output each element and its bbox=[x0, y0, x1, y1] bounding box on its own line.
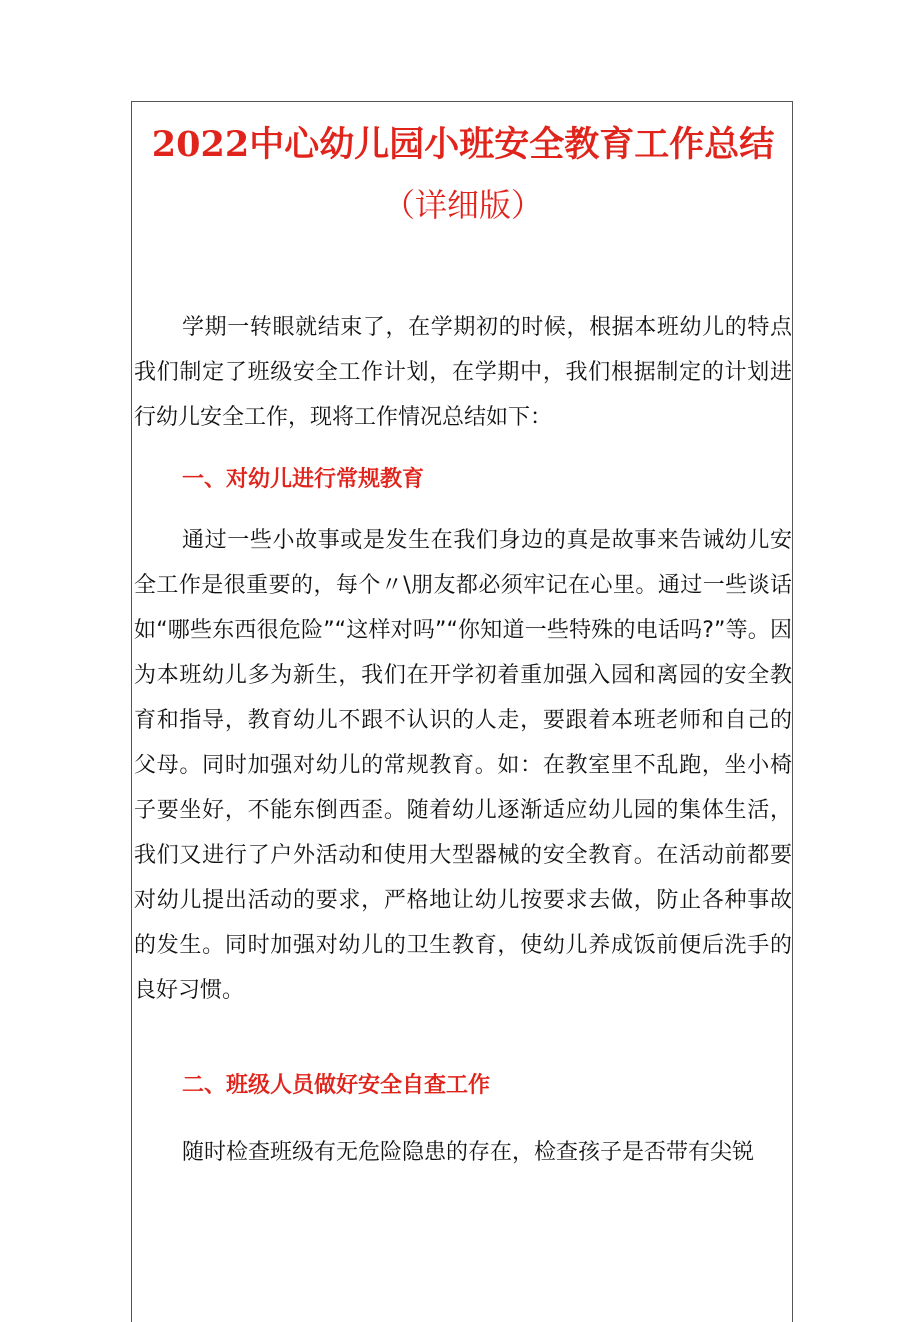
document-title: 2022中心幼儿园小班安全教育工作总结 bbox=[151, 124, 775, 165]
section-body-2: 随时检查班级有无危险隐患的存在，检查孩子是否带有尖锐 bbox=[182, 1140, 755, 1165]
intro-paragraph: 学期一转眼就结束了，在学期初的时候，根据本班幼儿的特点我们制定了班级安全工作计划，在学期中，我们根据制定的计划进行幼儿安全工作，现将工作情况总结如下： bbox=[134, 315, 792, 430]
section-heading-2: 二、班级人员做好安全自查工作 bbox=[182, 1073, 491, 1098]
document-subtitle: （详细版） bbox=[382, 186, 543, 224]
section-body-1: 通过一些小故事或是发生在我们身边的真是故事来告诫幼儿安全工作是很重要的，每个〃\朋友都必须牢记在心里。通过一些谈话如“哪些东西很危险”“这样对吗”“你知道一些特殊的电话吗?”等。因为本班幼儿多为新生，我们在开学初着重加强入园和离园的安全教育和指导，教育幼儿不跟不认识的人走，要跟着本班老师和自己的父母。同时加强对幼儿的常规教育。如：在教室里不乱跑，坐小椅子要坐好，不能东倒西歪。随着幼儿逐渐适应幼儿园的集体生活，我们又进行了户外活动和使用大型器械的安全教育。在活动前都要对幼儿提出活动的要求，严格地让幼儿按要求去做，防止各种事故的发生。同时加强对幼儿的卫生教育，使幼儿养成饭前便后洗手的良好习惯。 bbox=[134, 528, 792, 1003]
section-heading-1: 一、对幼儿进行常规教育 bbox=[182, 467, 425, 492]
